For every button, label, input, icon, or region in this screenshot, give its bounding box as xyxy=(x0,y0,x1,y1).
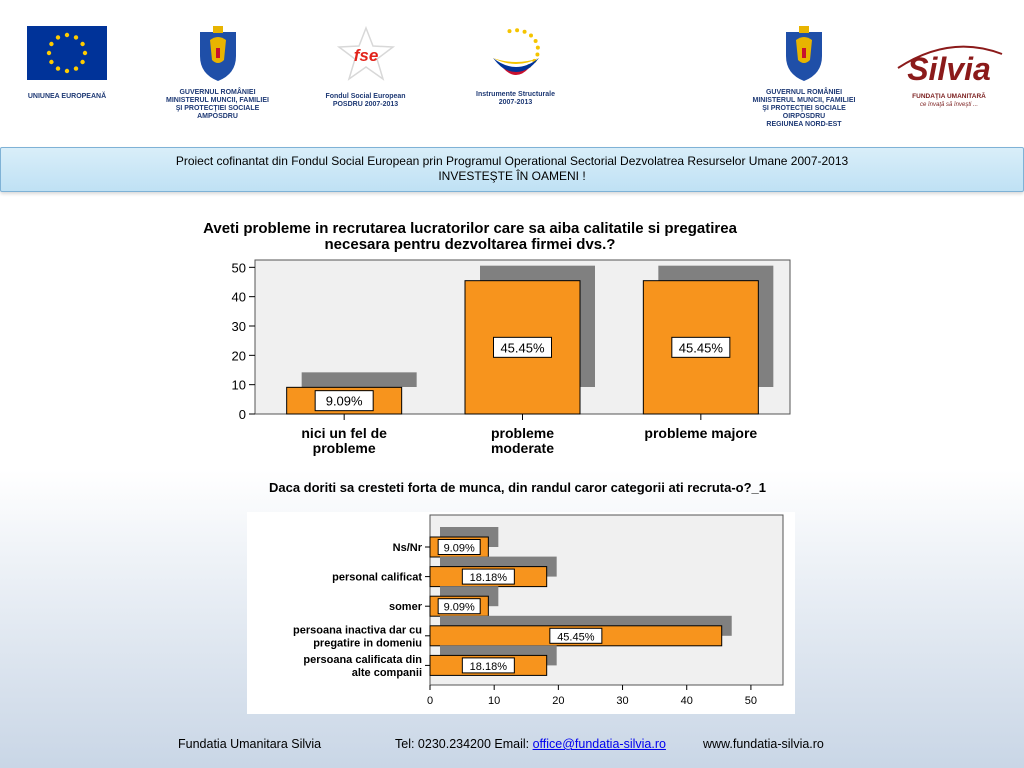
chart2-xtick-label: 40 xyxy=(680,695,693,707)
chart1-data-label: 45.45% xyxy=(500,340,545,356)
romania-coat-of-arms-icon xyxy=(783,26,825,82)
is-star xyxy=(535,46,539,50)
footer-contact xyxy=(395,737,666,751)
eu-star xyxy=(49,60,53,64)
is-star xyxy=(515,28,519,32)
chart2-category-label: pregatire in domeniu xyxy=(313,637,422,650)
gov-logo-amposdru xyxy=(160,26,275,121)
gov-caption-oirposdru: GUVERNUL ROMÂNIEI MINISTERUL MUNCII, FAMILIEI ŞI PROTECŢIEI SOCIALE OIRPOSDRU REGIUNEA NORD-EST xyxy=(752,89,856,128)
is-star xyxy=(528,34,532,38)
silvia-caption: FUNDAŢIA UMANITARĂ xyxy=(912,93,986,100)
instrumente-structurale-logo xyxy=(468,24,563,107)
banner-line-1: Proiect cofinantat din Fondul Social European prin Programul Operational Sectorial Dezvolatrea Resurselor Umane 2007-2013 xyxy=(175,154,849,168)
chart2-category-label: Ns/Nr xyxy=(392,542,422,554)
is-star xyxy=(535,52,539,56)
chart2-data-label: 9.09% xyxy=(443,542,475,555)
fse-caption: Fondul Social European POSDRU 2007-2013 xyxy=(325,93,406,108)
eu-star xyxy=(65,69,69,73)
romania-coat-of-arms-icon xyxy=(197,26,239,82)
instrumente-structurale-icon xyxy=(485,24,547,86)
eu-star xyxy=(56,66,60,70)
chart2-xtick-label: 0 xyxy=(426,695,434,707)
eu-logo xyxy=(22,26,112,101)
chart1-category-label: probleme xyxy=(490,425,555,441)
eu-flag-icon xyxy=(27,26,107,80)
chart2-data-label: 9.09% xyxy=(443,601,475,614)
chart1-data-label: 9.09% xyxy=(325,393,363,409)
chart1-ytick-label: 50 xyxy=(231,260,246,276)
chart1-ytick-label: 0 xyxy=(238,407,246,422)
chart2-title: Daca doriti sa cresteti forta de munca, din randul caror categorii ati recruta-o?_1 xyxy=(268,480,767,495)
chart1-ytick-label: 20 xyxy=(231,348,246,364)
chart2-xtick-label: 30 xyxy=(616,695,629,707)
chart1-category-label: probleme majore xyxy=(644,425,758,441)
footer-website[interactable]: www.fundatia-silvia.ro xyxy=(703,737,824,751)
fse-mark: fse xyxy=(353,46,378,65)
fse-logo xyxy=(318,26,413,109)
footer-tel: Tel: 0230.234200 Email: xyxy=(395,737,533,751)
footer-org: Fundatia Umanitara Silvia xyxy=(178,737,322,751)
silvia-swoosh-icon xyxy=(890,40,1008,90)
chart2-xtick-label: 20 xyxy=(552,695,565,707)
chart1-category-label: moderate xyxy=(490,440,555,456)
project-banner xyxy=(0,147,1024,192)
eu-star xyxy=(83,51,87,55)
chart1-ytick-label: 30 xyxy=(231,319,246,334)
eu-star xyxy=(49,42,53,46)
eu-caption: UNIUNEA EUROPEANĂ xyxy=(27,93,107,100)
chart1-category-label: probleme xyxy=(312,440,376,456)
chart2-data-label: 45.45% xyxy=(557,631,595,644)
eu-star xyxy=(56,35,60,39)
is-star xyxy=(533,39,537,43)
eu-star xyxy=(47,51,51,55)
eu-star xyxy=(80,42,84,46)
chart1-bar-shadow xyxy=(302,372,417,387)
chart2-horizontal-bar xyxy=(247,512,795,714)
chart2-data-label: 18.18% xyxy=(469,572,507,585)
is-star xyxy=(522,30,526,34)
chart1-vertical-bar xyxy=(195,230,805,465)
footer-email-link[interactable]: office@fundatia-silvia.ro xyxy=(532,737,666,751)
chart1-ytick-label: 40 xyxy=(231,289,246,305)
chart1-category-label: nici un fel de xyxy=(301,425,387,441)
chart2-category-label: persoana calificata din xyxy=(303,653,422,666)
chart2-category-label: somer xyxy=(388,601,422,614)
fse-star-icon xyxy=(336,26,396,84)
chart2-category-label: personal calificat xyxy=(332,571,422,584)
eu-star xyxy=(65,33,69,37)
chart1-ytick-label: 10 xyxy=(231,377,246,393)
silvia-name: Silvia xyxy=(907,51,991,87)
chart2-category-label: alte companii xyxy=(351,666,422,679)
banner-line-2: INVESTEŞTE ÎN OAMENI ! xyxy=(438,169,586,183)
instrumente-structurale-caption: Instrumente Structurale 2007-2013 xyxy=(476,91,555,106)
gov-caption-amposdru: GUVERNUL ROMÂNIEI MINISTERUL MUNCII, FAMILIEI ŞI PROTECŢIEI SOCIALE AMPOSDRU xyxy=(166,89,269,120)
silvia-tagline: ce învaţă să înveşti ... xyxy=(919,102,979,108)
chart1-title: Aveti probleme in recrutarea lucratorilor care sa aiba calitatile si pregatirea necesara pentru dezvoltarea firmei dvs.? xyxy=(203,220,737,253)
eu-star xyxy=(74,66,78,70)
gov-logo-oirposdru xyxy=(748,26,860,129)
chart2-xtick-label: 10 xyxy=(488,695,501,707)
chart2-category-label: persoana inactiva dar cu xyxy=(293,624,422,637)
chart2-data-label: 18.18% xyxy=(469,660,507,673)
is-star xyxy=(507,29,511,33)
eu-star xyxy=(80,60,84,64)
silvia-logo xyxy=(890,40,1008,109)
chart2-xtick-label: 50 xyxy=(744,695,758,707)
chart1-data-label: 45.45% xyxy=(678,340,723,356)
eu-star xyxy=(74,35,78,39)
